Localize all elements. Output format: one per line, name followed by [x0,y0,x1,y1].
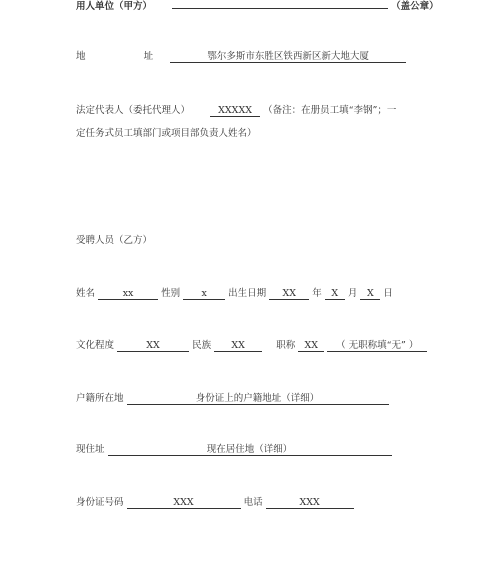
birth-day-field[interactable]: X [360,288,380,300]
sex-field[interactable]: x [183,288,225,300]
employer-label: 用人单位（甲方） [76,1,153,12]
household-row [76,393,389,405]
education-field[interactable]: XX [117,340,189,352]
job-title-field[interactable]: XX [298,340,324,352]
name-field[interactable]: xx [98,288,158,300]
month-label: 月 [347,288,358,299]
birth-year-field[interactable]: XX [269,288,309,300]
legal-rep-note-line2: 定任务式员工填部门或项目部负责人姓名） [76,128,257,139]
education-row [76,340,427,352]
address-field[interactable]: 鄂尔多斯市东胜区铁西新区新大地大厦 [170,51,406,63]
residence-field[interactable]: 现在居住地（详细） [108,444,392,456]
seal-note: （盖公章） [391,1,439,12]
year-label: 年 [312,288,322,299]
phone-field[interactable]: XXX [266,497,354,509]
day-label: 日 [383,288,393,299]
birth-label: 出生日期 [228,288,267,299]
household-label: 户籍所在地 [76,393,124,404]
ethnic-field[interactable]: XX [214,340,262,352]
residence-row [76,444,392,456]
ethnic-label: 民族 [192,340,212,351]
identity-row [76,497,354,509]
employer-field[interactable] [172,0,388,9]
name-label: 姓名 [76,288,96,299]
address-label-b: 址 [143,51,154,62]
birth-month-field[interactable]: X [325,288,345,300]
personal-row [76,288,393,300]
job-title-note: （ 无职称填“无” ） [327,340,427,352]
employee-heading: 受聘人员（乙方） [76,235,153,246]
sex-label: 性别 [161,288,181,299]
employer-row [76,0,439,13]
address-row [76,51,406,63]
household-field[interactable]: 身份证上的户籍地址（详细） [127,393,389,405]
legal-rep-note-row [76,128,257,140]
residence-label: 现住址 [76,444,105,455]
phone-label: 电话 [243,497,263,508]
legal-rep-field[interactable]: XXXXX [210,105,260,117]
employee-heading-row [76,235,152,247]
legal-rep-row [76,105,396,117]
education-label: 文化程度 [76,340,115,351]
id-number-field[interactable]: XXX [127,497,241,509]
id-number-label: 身份证号码 [76,497,124,508]
address-label-a: 地 [76,51,86,62]
job-title-label: 职称 [276,340,296,351]
legal-rep-note-line1: （备注：在册员工填“李钢”；一 [263,105,397,116]
legal-rep-label: 法定代表人（委托代理人） [76,105,191,116]
